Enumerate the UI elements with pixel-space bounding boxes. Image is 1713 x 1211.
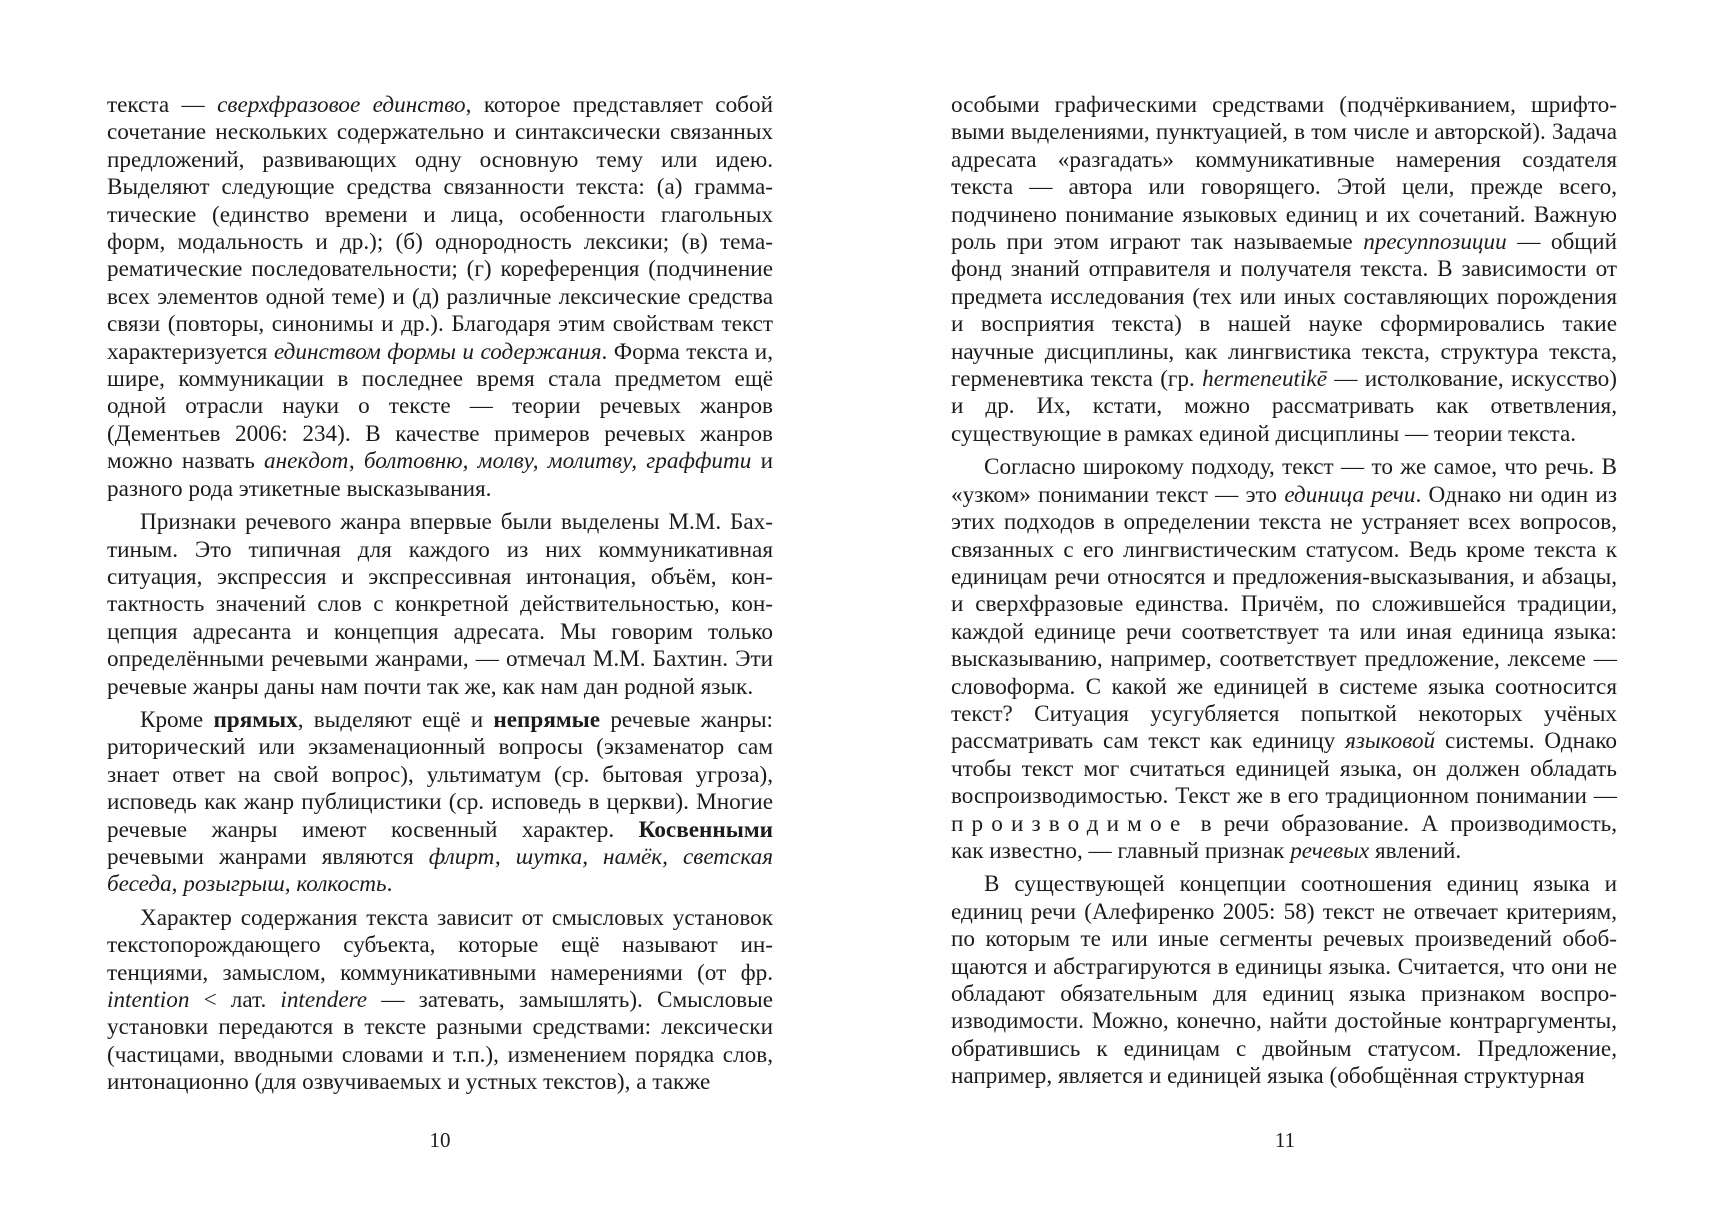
text-run: . Форма текста и, шире, коммуникации в последнее время стала предметом ещё одной отрасли науки о тексте — теории речевых жанров (Дементьев 2006: 234). В качестве примеров речевых жанров можно назвать [107, 338, 774, 475]
bold-term: прямых [213, 706, 298, 733]
text-run: системы. Однако чтобы текст мог считаться единицей языка, он должен обладать воспроизводимостью. Текст же в его традиционном понимании — [951, 728, 1618, 810]
italic-term: языковой [1345, 728, 1436, 755]
text-run: В существующей концепции соотношения единиц языка и единиц речи (Алефиренко 2005: 58) текст не отвечает критериям, по которым те или иные сегменты речевых произведений обобщаются и абстрагируются в единицы языка. Считается, что они не обладают обязательным для единиц языка признаком воспроизводимости. Можно, конечно, найти достойные контраргументы, обратившись к единицам с двойным статусом. Предложение, например, является и единицей языка (обобщённая структурная [951, 871, 1617, 1090]
spaced-term: производимое [951, 810, 1189, 837]
text-run: — затевать, замышлять). Смысловые установки передаются в тексте разными средствами: лексически (частицами, вводными словами и т.п.), изменением порядка слов, интонационно (для озвучиваемых и устных текстов), а также [107, 987, 773, 1096]
left-page [107, 92, 773, 1192]
text-run: , которое представляет собой сочетание нескольких содержательно и синтаксически связанных предложений, развивающих одну основную тему или идею. Выделяют следующие средства связанности текста: (а) грамматические (единство времени и лица, особенности глагольных форм, модальность и др.); (б) однородность лексики; (в) тема-рематические последовательности; (г) кореференция (подчинение всех элементов одной теме) и (д) различные лексические средства связи (повторы, синонимы и др.). Благодаря этим свойствам текст характеризуется [107, 92, 773, 365]
text-run: — истолкование, искусство) и др. Их, кстати, можно рассматривать как ответвления, существующие в рамках единой дисциплины — теории текста. [951, 366, 1618, 447]
bold-term: Косвенными [638, 816, 773, 843]
paragraph [951, 454, 1617, 865]
paragraph [107, 905, 773, 1097]
italic-term: единством формы и содержания [273, 338, 602, 365]
paragraph [107, 509, 773, 701]
bold-term: непрямые [493, 706, 601, 733]
paragraph [951, 92, 1617, 448]
text-run: Признаки речевого жанра впервые были выделены М.М. Бахтиным. Это типичная для каждого из них коммуникативная ситуация, экспрессия и экспрессивная интонация, объём, контактность значений слов с конкретной действительностью, концепция адресанта и концепция адресата. Мы говорим только определёнными речевыми жанрами, — отмечал М.М. Бахтин. Эти речевые жанры даны нам почти так же, как нам дан родной язык. [107, 509, 773, 700]
text-run: Согласно широкому подходу, текст — то же самое, что речь. В «узком» понимании текст — это [951, 454, 1617, 508]
text-run: . Однако ни один из этих подходов в определении текста не устраняет всех вопросов, связанных с его лингвистическим статусом. Ведь кроме текста к единицам речи относятся и предложения-высказывания, и абзацы, и сверхфразовые единства. Причём, по сложившейся традиции, каждой единице речи соответствует та или иная единица языка: высказыванию, например, соответствует предложение, лексеме — словоформа. С какой же единицей в системе языка соотносится текст? Ситуация усугубляется попыткой некоторых учёных рассматривать сам текст как единицу [951, 481, 1617, 755]
text-run: речевыми жанрами являются [107, 843, 429, 870]
right-page-text [951, 92, 1617, 1091]
paragraph [107, 707, 773, 899]
left-page-number: 10 [429, 1128, 451, 1152]
italic-term: сверхфразовое единство [217, 92, 466, 118]
text-run: < лат. [189, 987, 281, 1013]
text-run: явлений. [1369, 837, 1462, 864]
right-page [951, 92, 1617, 1192]
text-run: . [386, 871, 393, 898]
italic-term: речевых [1290, 837, 1370, 864]
text-run: , выделяют ещё и [297, 706, 494, 733]
italic-term: анекдот, болтовню, молву, молитву, граффити [264, 448, 752, 475]
text-run: и разного рода этикетные высказывания. [107, 448, 773, 502]
right-page-number: 11 [1274, 1128, 1296, 1152]
italic-term: hermeneutikē [1202, 366, 1328, 393]
italic-term: intention [107, 987, 190, 1013]
italic-term: флирт, шутка, намёк, светская беседа, розыгрыш, колкость [107, 843, 773, 898]
italic-term: intendere [280, 987, 368, 1013]
text-run: текста — [107, 92, 218, 118]
text-run: Характер содержания текста зависит от смысловых установок текстопорождающего субъекта, которые ещё называют интенциями, замыслом, коммуникативными намерениями (от фр. [107, 904, 773, 986]
paragraph [951, 871, 1617, 1090]
text-run: речевые жанры: риторический или экзаменационный вопросы (экзаменатор сам знает ответ на свой вопрос), ультиматум (ср. бытовая угроза), исповедь как жанр публицистики (ср. исповедь в церкви). Многие речевые жанры имеют косвенный характер. [107, 706, 773, 843]
text-run: — общий фонд знаний отправителя и получателя текста. В зависимости от предмета исследования (тех или иных составляющих порождения и восприятия текста) в нашей науке сформировались такие научные дисциплины, как лингвистика текста, структура текста, герменевтика текста (гр. [951, 229, 1617, 393]
text-run: особыми графическими средствами (подчёркиванием, шрифтовыми выделениями, пунктуацией, в том числе и авторской). Задача адресата «разгадать» коммуникативные намерения создателя текста — автора или говорящего. Этой цели, прежде всего, подчинено понимание языковых единиц и их сочетаний. Важную роль при этом играют так называемые [951, 92, 1617, 256]
left-page-text [107, 92, 773, 1097]
text-run: в речи образование. А производимость, как известно, — главный признак [951, 810, 1617, 864]
paragraph [107, 92, 773, 503]
italic-term: пресуппозиции [1363, 229, 1507, 256]
text-run: Кроме [140, 706, 214, 733]
italic-term: единица речи [1284, 481, 1416, 508]
